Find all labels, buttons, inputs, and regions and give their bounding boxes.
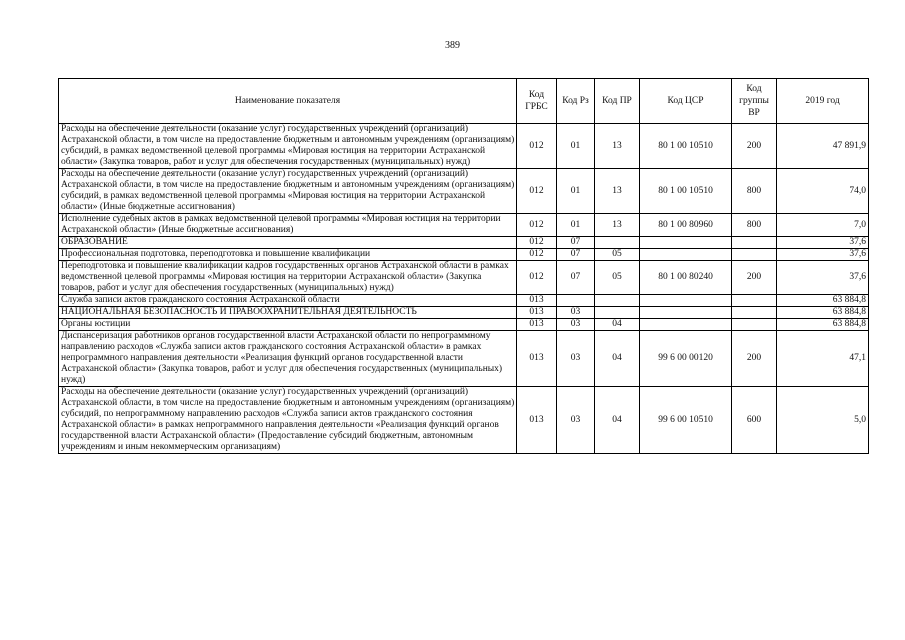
row-rz — [557, 295, 595, 307]
row-csr: 80 1 00 80240 — [640, 261, 732, 295]
row-value: 63 884,8 — [777, 295, 869, 307]
row-csr — [640, 295, 732, 307]
row-grbs: 012 — [517, 169, 557, 214]
row-pr — [595, 295, 640, 307]
table-row — [59, 261, 869, 295]
row-name: Расходы на обеспечение деятельности (оказание услуг) государственных учреждений (организаций) Астраханской области, в том числе на предоставление бюджетным и автономным учреждениям (организациям) субсидий, по непрограммному направлению расходов «Служба записи актов гражданского состояния Астраханской области» в рамках непрограммного направления деятельности «Реализация функций органов государственной власти Астраханской области» (Предоставление субсидий бюджетным, автономным учреждениям и иным некоммерческим организациям) — [59, 387, 517, 454]
row-name: Исполнение судебных актов в рамках ведомственной целевой программы «Мировая юстиция на территории Астраханской области» (Иные бюджетные ассигнования) — [59, 214, 517, 237]
row-rz: 07 — [557, 261, 595, 295]
row-rz: 03 — [557, 307, 595, 319]
row-grbs: 013 — [517, 319, 557, 331]
row-value: 47,1 — [777, 331, 869, 387]
row-name: НАЦИОНАЛЬНАЯ БЕЗОПАСНОСТЬ И ПРАВООХРАНИТЕЛЬНАЯ ДЕЯТЕЛЬНОСТЬ — [59, 307, 517, 319]
row-vr: 600 — [732, 387, 777, 454]
row-grbs: 012 — [517, 124, 557, 169]
table-row — [59, 214, 869, 237]
row-name: Органы юстиции — [59, 319, 517, 331]
row-name: Диспансеризация работников органов государственной власти Астраханской области по непрограммному направлению расходов «Служба записи актов гражданского состояния Астраханской области» в рамках непрограммного направления деятельности «Реализация функций органов государственной власти Астраханской области» (Закупка товаров, работ и услуг для обеспечения государственных (муниципальных) нужд) — [59, 331, 517, 387]
row-pr: 04 — [595, 387, 640, 454]
row-name: Расходы на обеспечение деятельности (оказание услуг) государственных учреждений (организаций) Астраханской области, в том числе на предоставление бюджетным и автономным учреждениям (организациям) субсидий, в рамках ведомственной целевой программы «Мировая юстиция на территории Астраханской области» (Иные бюджетные ассигнования) — [59, 169, 517, 214]
row-rz: 07 — [557, 249, 595, 261]
row-rz: 01 — [557, 124, 595, 169]
table-row — [59, 124, 869, 169]
row-rz: 01 — [557, 214, 595, 237]
table-row — [59, 169, 869, 214]
row-pr: 05 — [595, 249, 640, 261]
row-value: 37,6 — [777, 261, 869, 295]
table-row — [59, 237, 869, 249]
row-rz: 03 — [557, 319, 595, 331]
row-pr: 13 — [595, 214, 640, 237]
table-row — [59, 331, 869, 387]
row-vr: 800 — [732, 214, 777, 237]
row-csr: 80 1 00 10510 — [640, 169, 732, 214]
header-rz: Код Рз — [557, 79, 595, 124]
row-rz: 01 — [557, 169, 595, 214]
header-year: 2019 год — [777, 79, 869, 124]
row-vr — [732, 249, 777, 261]
header-name: Наименование показателя — [59, 79, 517, 124]
row-name: Служба записи актов гражданского состояния Астраханской области — [59, 295, 517, 307]
row-pr: 04 — [595, 331, 640, 387]
row-vr: 200 — [732, 124, 777, 169]
row-csr — [640, 307, 732, 319]
row-rz: 03 — [557, 387, 595, 454]
row-csr: 80 1 00 10510 — [640, 124, 732, 169]
row-value: 74,0 — [777, 169, 869, 214]
row-csr: 99 6 00 10510 — [640, 387, 732, 454]
row-csr — [640, 319, 732, 331]
row-vr — [732, 307, 777, 319]
row-value: 63 884,8 — [777, 319, 869, 331]
row-grbs: 012 — [517, 261, 557, 295]
row-pr: 05 — [595, 261, 640, 295]
row-vr — [732, 237, 777, 249]
row-pr: 13 — [595, 124, 640, 169]
row-pr — [595, 237, 640, 249]
row-grbs: 012 — [517, 249, 557, 261]
row-value: 7,0 — [777, 214, 869, 237]
table-row — [59, 295, 869, 307]
row-vr: 800 — [732, 169, 777, 214]
row-vr — [732, 319, 777, 331]
header-vr: Код группы ВР — [732, 79, 777, 124]
row-name: ОБРАЗОВАНИЕ — [59, 237, 517, 249]
row-grbs: 013 — [517, 387, 557, 454]
row-rz: 03 — [557, 331, 595, 387]
budget-table — [58, 78, 869, 454]
row-value: 63 884,8 — [777, 307, 869, 319]
table-row — [59, 319, 869, 331]
table-row — [59, 249, 869, 261]
row-csr: 99 6 00 00120 — [640, 331, 732, 387]
row-name: Профессиональная подготовка, переподготовка и повышение квалификации — [59, 249, 517, 261]
row-csr: 80 1 00 80960 — [640, 214, 732, 237]
row-name: Расходы на обеспечение деятельности (оказание услуг) государственных учреждений (организаций) Астраханской области, в том числе на предоставление бюджетным и автономным учреждениям (организациям) субсидий, в рамках ведомственной целевой программы «Мировая юстиция на территории Астраханской области» (Закупка товаров, работ и услуг для обеспечения государственных (муниципальных) нужд) — [59, 124, 517, 169]
table-row — [59, 387, 869, 454]
row-grbs: 012 — [517, 214, 557, 237]
row-name: Переподготовка и повышение квалификации кадров государственных органов Астраханской области в рамках ведомственной целевой программы «Мировая юстиция на территории Астраханской области» (Закупка товаров, работ и услуг для обеспечения государственных (муниципальных) нужд) — [59, 261, 517, 295]
row-value: 37,6 — [777, 249, 869, 261]
row-csr — [640, 237, 732, 249]
row-vr — [732, 295, 777, 307]
page-number: 389 — [445, 40, 460, 51]
row-grbs: 012 — [517, 237, 557, 249]
row-vr: 200 — [732, 261, 777, 295]
header-grbs: Код ГРБС — [517, 79, 557, 124]
table-row — [59, 307, 869, 319]
table-header-row — [59, 79, 869, 124]
row-value: 47 891,9 — [777, 124, 869, 169]
row-grbs: 013 — [517, 331, 557, 387]
row-pr: 04 — [595, 319, 640, 331]
header-csr: Код ЦСР — [640, 79, 732, 124]
row-pr — [595, 307, 640, 319]
row-grbs: 013 — [517, 307, 557, 319]
row-pr: 13 — [595, 169, 640, 214]
row-rz: 07 — [557, 237, 595, 249]
row-vr: 200 — [732, 331, 777, 387]
row-value: 37,6 — [777, 237, 869, 249]
row-csr — [640, 249, 732, 261]
row-value: 5,0 — [777, 387, 869, 454]
header-pr: Код ПР — [595, 79, 640, 124]
row-grbs: 013 — [517, 295, 557, 307]
